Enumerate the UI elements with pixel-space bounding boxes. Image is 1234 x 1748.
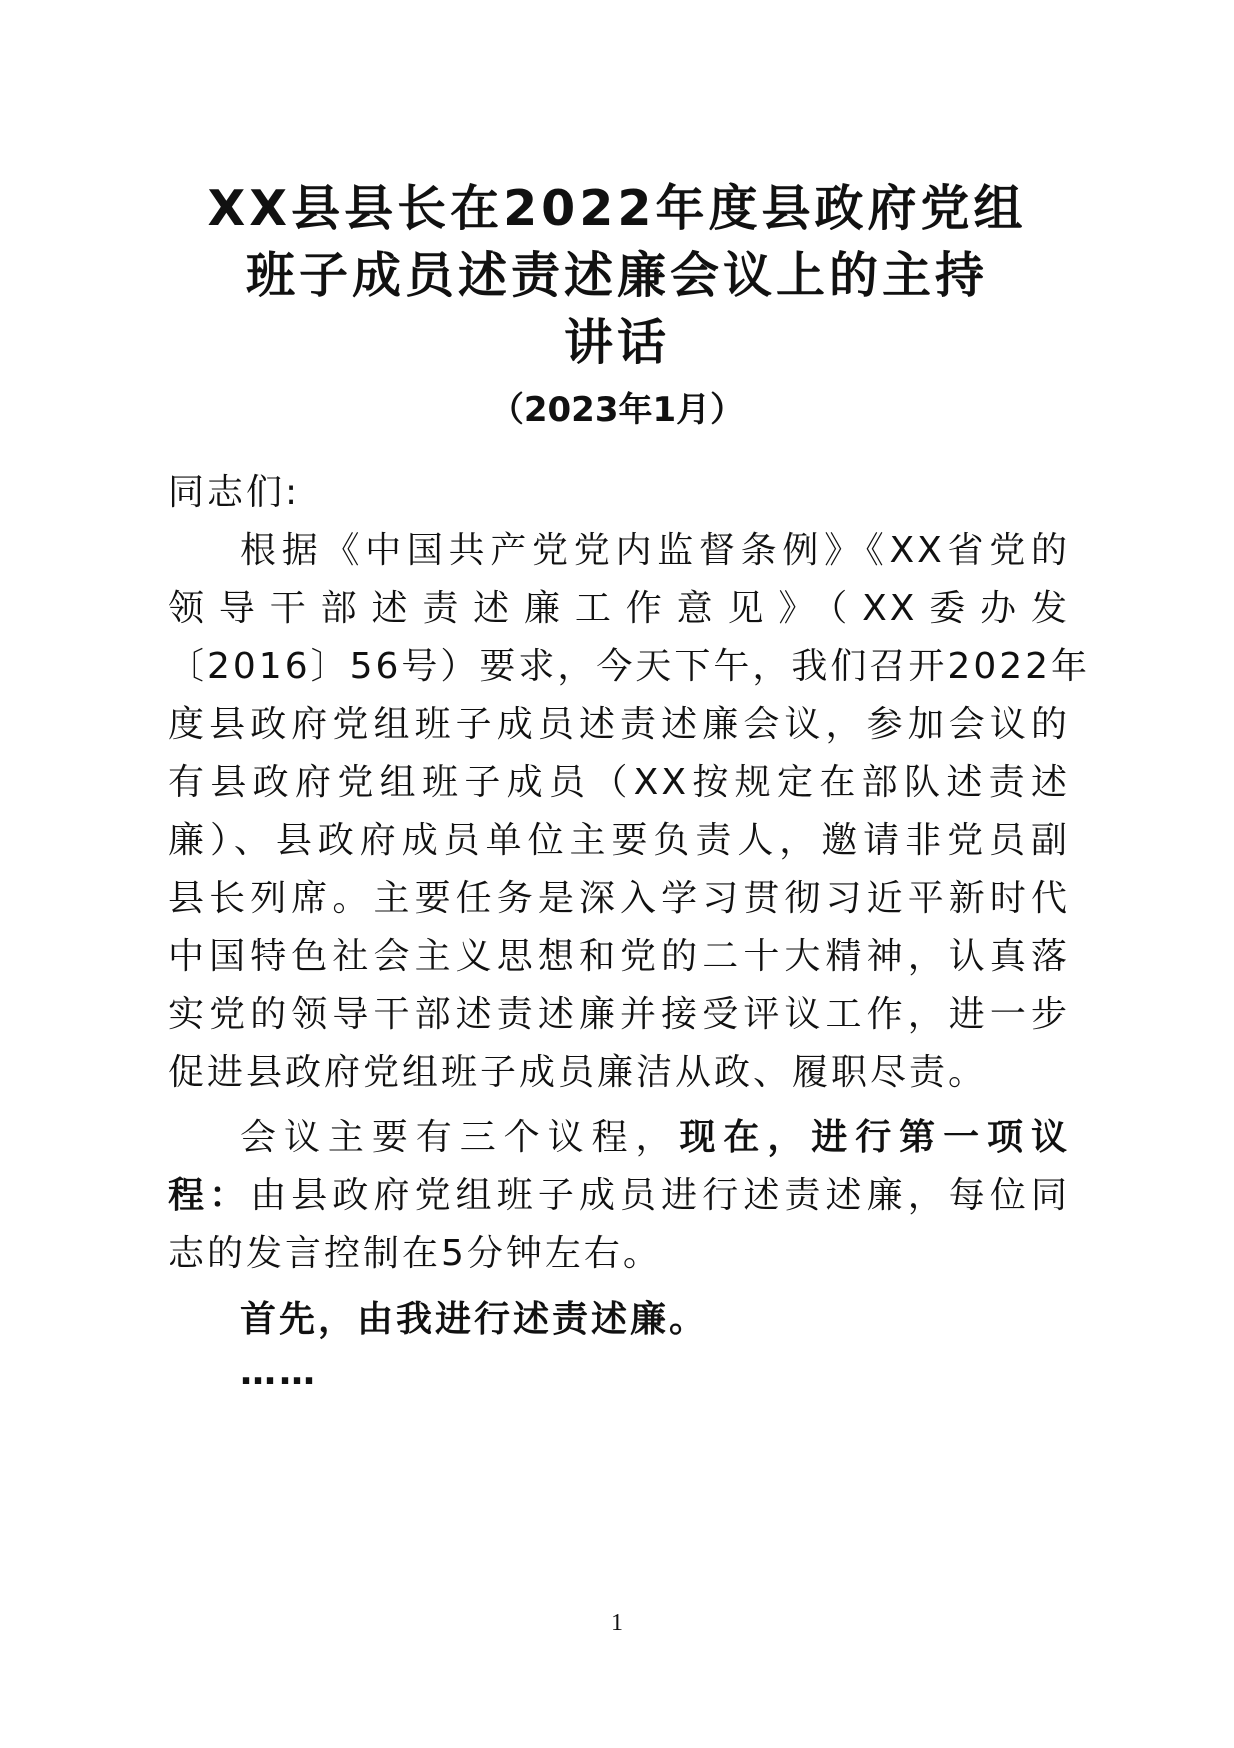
ellipsis: …… [240,1352,318,1393]
page-number: 1 [611,1610,623,1636]
paragraph-1-line-3: 〔2016〕56号）要求，今天下午，我们召开2022年 [168,646,1091,687]
document-title-line-1: XX县县长在2022年度县政府党组 [207,180,1027,237]
agenda-intro-text: 会议主要有三个议程， [240,1117,680,1158]
agenda-description-text: 由县政府党组班子成员进行述责述廉，每位同 [250,1175,1070,1216]
paragraph-1-line-9: 实党的领导干部述责述廉并接受评议工作，进一步 [168,994,1070,1035]
opening-statement: 首先，由我进行述责述廉。 [240,1299,709,1340]
paragraph-1-line-2: 领导干部述责述廉工作意见》（XX委办发 [168,588,1070,629]
paragraph-2-line-3: 志的发言控制在5分钟左右。 [168,1233,662,1274]
document-title-line-2: 班子成员述责述廉会议上的主持 [245,247,988,304]
paragraph-1-line-1: 根据《中国共产党党内监督条例》《XX省党的 [240,530,1070,571]
document-title-line-3: 讲话 [563,314,670,371]
paragraph-1-line-6: 廉）、县政府成员单位主要负责人，邀请非党员副 [168,820,1070,861]
salutation: 同志们: [168,472,301,513]
first-agenda-bold-text: 现在，进行第一项议 [679,1117,1070,1158]
paragraph-1-line-10: 促进县政府党组班子成员廉洁从政、履职尽责。 [168,1052,988,1093]
paragraph-1-line-7: 县长列席。主要任务是深入学习贯彻习近平新时代 [168,878,1070,919]
paragraph-1-line-8: 中国特色社会主义思想和党的二十大精神，认真落 [168,936,1070,977]
paragraph-2-line-1 [240,1106,1070,1170]
paragraph-1-line-5: 有县政府党组班子成员（XX按规定在部队述责述 [168,762,1070,803]
paragraph-1-line-4: 度县政府党组班子成员述责述廉会议，参加会议的 [168,704,1070,745]
paragraph-2-line-2 [168,1164,1070,1228]
document-date: （2023年1月） [489,390,745,430]
agenda-continuation-bold-text: 程： [168,1175,251,1216]
